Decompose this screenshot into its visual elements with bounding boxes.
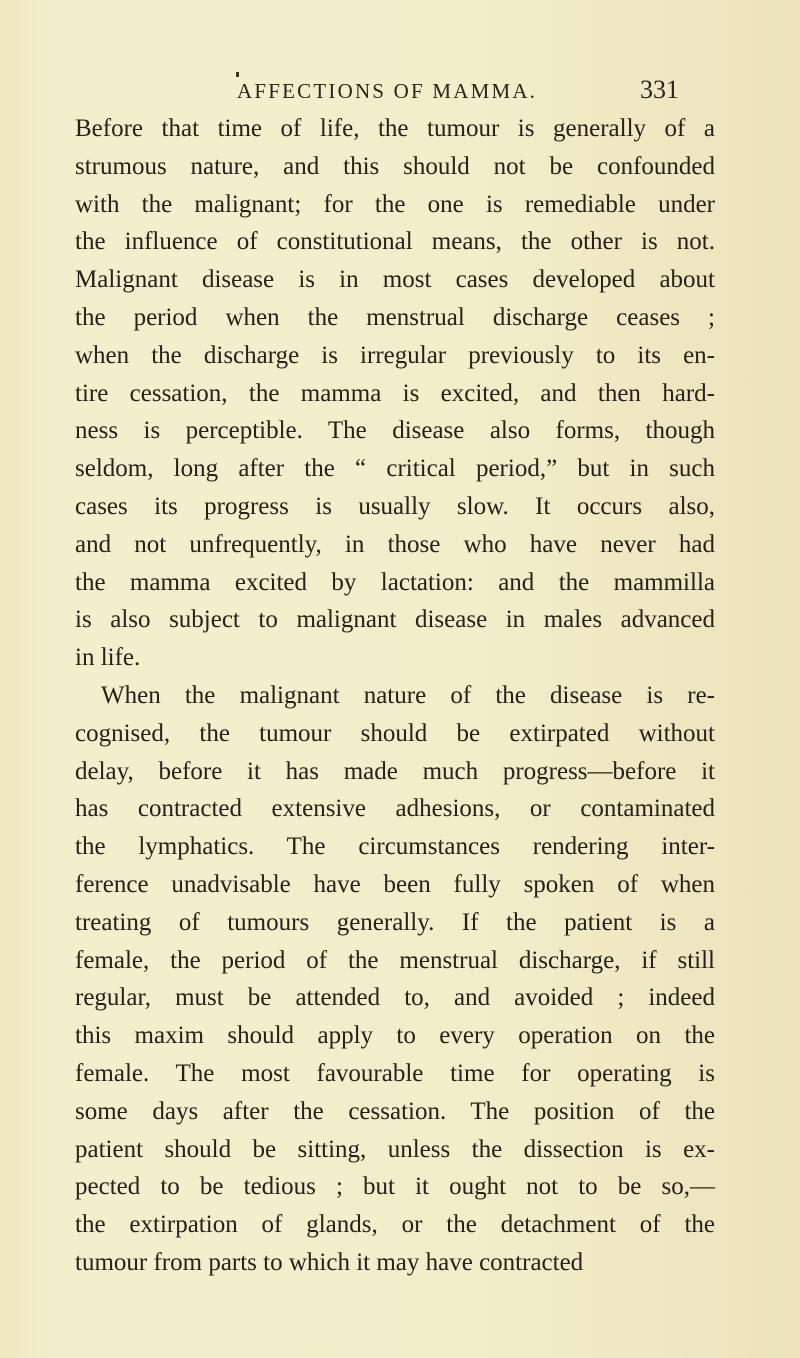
text-line: the period when the menstrual discharge ceases ;	[75, 303, 715, 331]
text-line: When the malignant nature of the disease is re-	[101, 681, 715, 709]
body-text	[75, 110, 715, 1282]
text-line: Before that time of life, the tumour is generally of a	[75, 115, 715, 142]
text-line: and not unfrequently, in those who have never had	[75, 530, 715, 558]
text-line: pected to be tedious ; but it ought not to be so,—	[75, 1173, 715, 1201]
text-line: female, the period of the menstrual discharge, if still	[75, 946, 715, 974]
text-line: ness is perceptible. The disease also forms, though	[75, 417, 715, 445]
print-mark	[236, 72, 239, 77]
text-line: in life.	[75, 644, 141, 672]
text-line: tumour from parts to which it may have contracted	[75, 1248, 584, 1276]
text-line: cases its progress is usually slow. It occurs also,	[75, 492, 715, 520]
text-line: some days after the cessation. The position of the	[75, 1097, 715, 1125]
page-number: 331	[640, 75, 679, 104]
text-line: Malignant disease is in most cases developed about	[75, 266, 715, 294]
text-line: delay, before it has made much progress—before it	[75, 757, 715, 785]
text-line: the lymphatics. The circumstances rendering inter-	[75, 833, 715, 861]
text-line: tire cessation, the mamma is excited, and then hard-	[75, 379, 715, 407]
text-line: cognised, the tumour should be extirpated without	[75, 719, 715, 747]
text-line: the influence of constitutional means, the other is not.	[75, 228, 715, 256]
page-header	[0, 72, 800, 108]
text-line: the mamma excited by lactation: and the mammilla	[75, 568, 715, 596]
running-title: AFFECTIONS OF MAMMA.	[237, 79, 538, 103]
text-line: female. The most favourable time for operating is	[75, 1059, 715, 1087]
text-line: is also subject to malignant disease in males advanced	[75, 606, 715, 634]
text-line: strumous nature, and this should not be confounded	[75, 152, 715, 180]
text-line: seldom, long after the “ critical period,” but in such	[75, 455, 715, 483]
text-line: the extirpation of glands, or the detachment of the	[75, 1211, 715, 1239]
text-line: treating of tumours generally. If the patient is a	[75, 908, 715, 936]
text-line: with the malignant; for the one is remediable under	[75, 190, 715, 218]
text-line: this maxim should apply to every operation on the	[75, 1022, 715, 1050]
text-line: patient should be sitting, unless the dissection is ex-	[75, 1135, 715, 1163]
text-line: has contracted extensive adhesions, or contaminated	[75, 795, 715, 823]
text-line: ference unadvisable have been fully spoken of when	[75, 870, 715, 898]
text-line: when the discharge is irregular previously to its en-	[75, 341, 715, 369]
text-line: regular, must be attended to, and avoided ; indeed	[75, 984, 715, 1012]
